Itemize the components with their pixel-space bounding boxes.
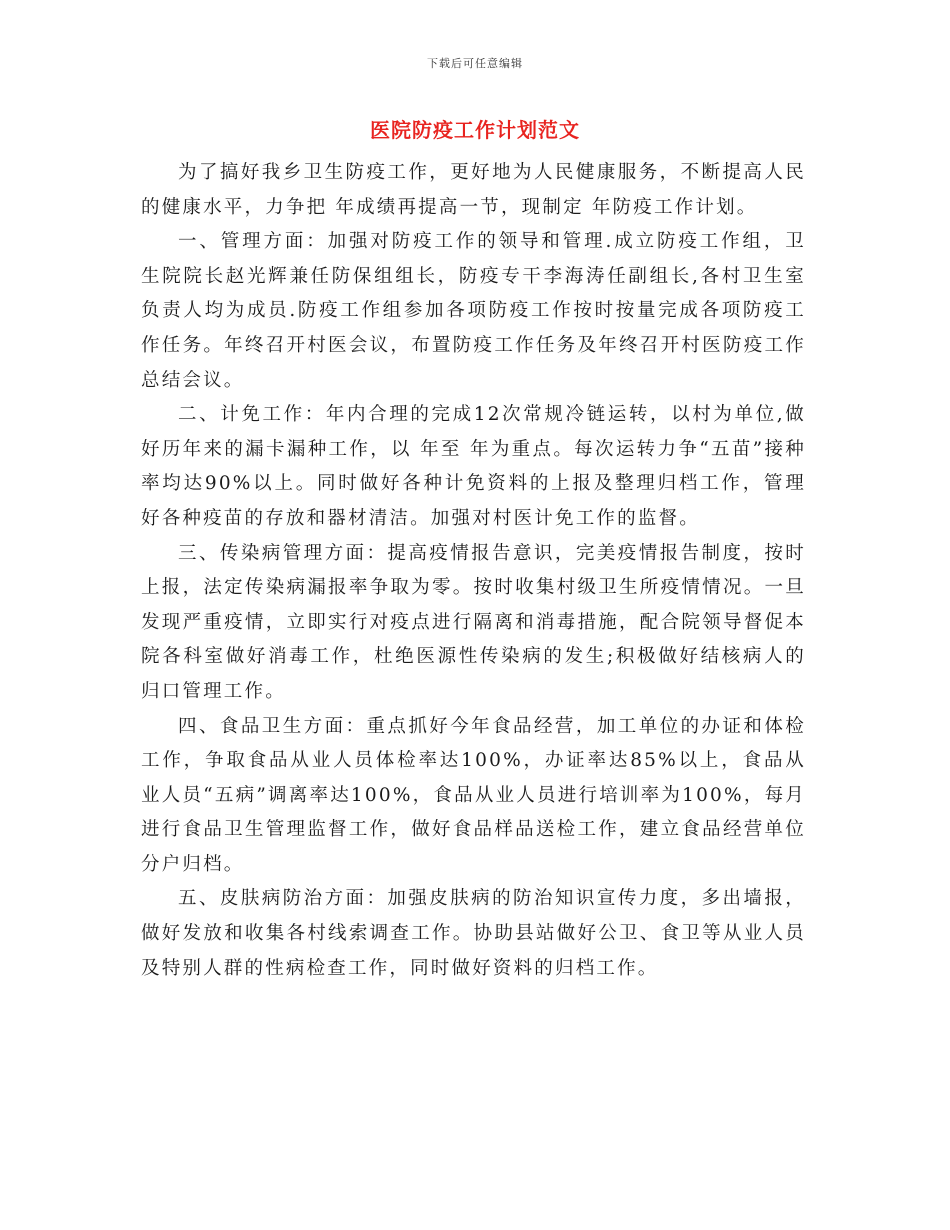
- paragraph-intro: 为了搞好我乡卫生防疫工作，更好地为人民健康服务，不断提高人民的健康水平，力争把 年成绩再提高一节，现制定 年防疫工作计划。: [141, 162, 806, 218]
- paragraph-food-hygiene: 四、食品卫生方面：重点抓好今年食品经营，加工单位的办证和体检工作，争取食品从业人员体检率达100%，办证率达85%以上，食品从业人员“五病”调离率达100%，食品从业人员进行培训率为100%，每月进行食品卫生管理监督工作，做好食品样品送检工作，建立食品经营单位分户归档。: [141, 715, 806, 875]
- header-note: 下载后可任意编辑: [427, 57, 523, 70]
- document-title: 医院防疫工作计划范文: [370, 118, 580, 142]
- paragraph-infectious-disease: 三、传染病管理方面：提高疫情报告意识，完美疫情报告制度，按时上报，法定传染病漏报率争取为零。按时收集村级卫生所疫情情况。一旦发现严重疫情，立即实行对疫点进行隔离和消毒措施，配合院领导督促本院各科室做好消毒工作，杜绝医源性传染病的发生;积极做好结核病人的归口管理工作。: [141, 542, 806, 702]
- document-body: [141, 156, 806, 986]
- paragraph-management: 一、管理方面：加强对防疫工作的领导和管理.成立防疫工作组，卫生院院长赵光辉兼任防保组组长，防疫专干李海涛任副组长,各村卫生室负责人均为成员.防疫工作组参加各项防疫工作按时按量完成各项防疫工作任务。年终召开村医会议，布置防疫工作任务及年终召开村医防疫工作总结会议。: [141, 231, 806, 391]
- paragraph-skin-disease: 五、皮肤病防治方面：加强皮肤病的防治知识宣传力度，多出墙报，做好发放和收集各村线索调查工作。协助县站做好公卫、食卫等从业人员及特别人群的性病检查工作，同时做好资料的归档工作。: [141, 888, 806, 979]
- paragraph-immunization: 二、计免工作：年内合理的完成12次常规冷链运转，以村为单位,做好历年来的漏卡漏种工作，以 年至 年为重点。每次运转力争“五苗”接种率均达90%以上。同时做好各种计免资料的上报及整理归档工作，管理好各种疫苗的存放和器材清洁。加强对村医计免工作的监督。: [141, 404, 806, 529]
